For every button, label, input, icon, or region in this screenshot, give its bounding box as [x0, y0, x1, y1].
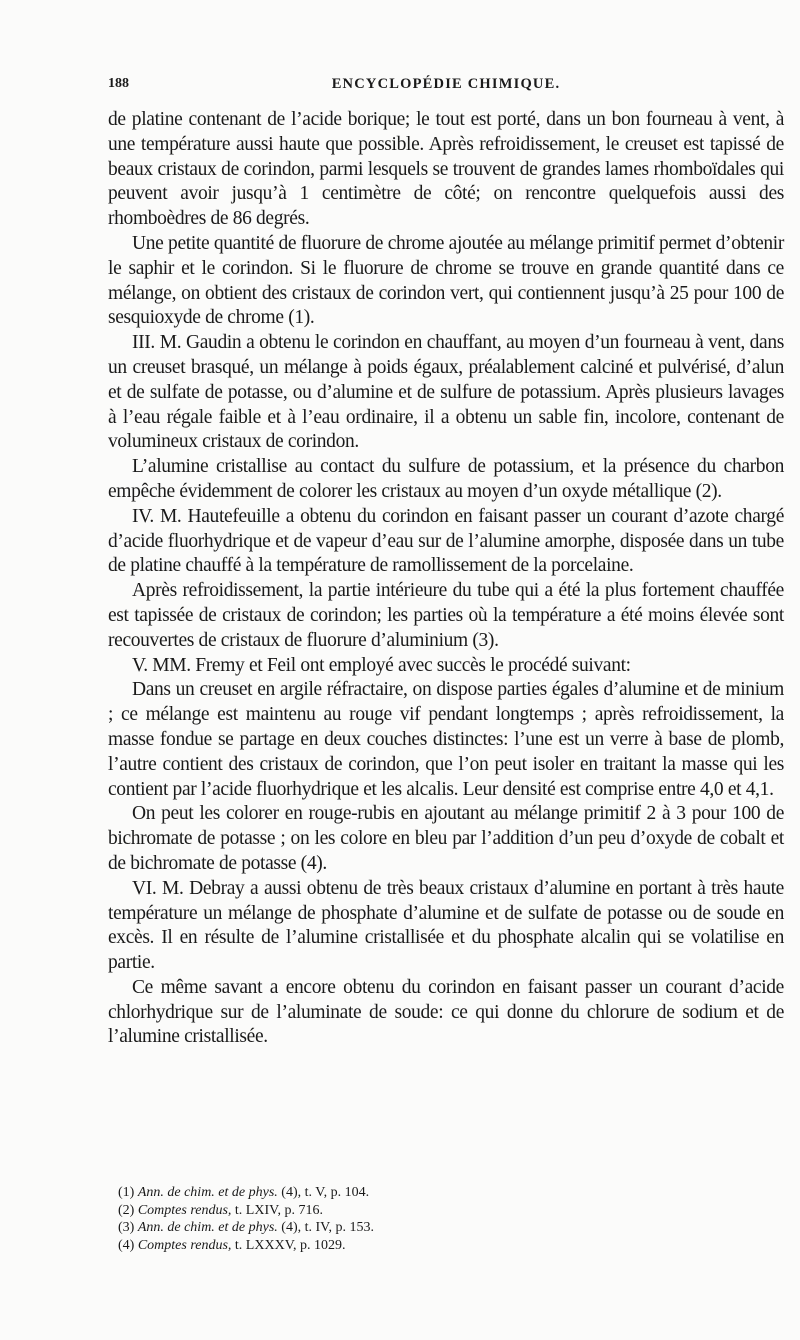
paragraph: de platine contenant de l’acide borique; le tout est porté, dans un bon fourneau à vent, à une température aussi haute que possible. Après refroidissement, le creuset est tapissé de beaux cristaux de corindon, parmi lesquels se trouvent de grandes lames rhomboïdales qui peuvent avoir jusqu’à 1 centimètre de côté; on rencontre quelquefois aussi des rhomboèdres de 86 degrés. — [108, 109, 784, 230]
paragraph: Après refroidissement, la partie intérieure du tube qui a été la plus fortement chauffée est tapissée de cristaux de corindon; les parties où la température a été moins élevée sont recouvertes de cristaux de fluorure d’aluminium (3). — [108, 580, 784, 651]
body-text — [108, 108, 784, 1050]
paragraph: VI. M. Debray a aussi obtenu de très beaux cristaux d’alumine en portant à très haute température un mélange de phosphate d’alumine et de sulfate de potasse ou de soude en excès. Il en résulte de l’alumine cristallisée et du phosphate alcalin qui se volatilise en partie. — [108, 877, 784, 974]
footnote-number: (4) — [118, 1237, 135, 1253]
footnote-source: Ann. de chim. et de phys. — [137, 1185, 278, 1200]
footnote-source: Comptes rendus, — [137, 1237, 232, 1253]
paragraph: On peut les colorer en rouge-rubis en ajoutant au mélange primitif 2 à 3 pour 100 de bichromate de potasse ; on les colore en bleu par l’addition d’un peu d’oxyde de cobalt et de bichromate de potasse (4). — [108, 803, 784, 874]
footnotes — [118, 1184, 718, 1254]
paragraph: IV. M. Hautefeuille a obtenu du corindon en faisant passer un courant d’azote chargé d’acide fluorhydrique et de vapeur d’eau sur de l’alumine amorphe, disposée dans un tube de platine chauffé à la température de ramollissement de la porcelaine. — [108, 505, 784, 577]
paragraph: L’alumine cristallise au contact du sulfure de potassium, et la présence du charbon empêche évidemment de colorer les cristaux au moyen d’un oxyde métallique (2). — [108, 456, 784, 502]
running-title: ENCYCLOPÉDIE CHIMIQUE. — [331, 76, 561, 92]
footnote — [118, 1219, 718, 1237]
footnote — [118, 1202, 718, 1220]
paragraph: Une petite quantité de fluorure de chrome ajoutée au mélange primitif permet d’obtenir le saphir et le corindon. Si le fluorure de chrome se trouve en grande quantité dans ce mélange, on obtient des cristaux de corindon vert, qui contiennent jusqu’à 25 pour 100 de sesquioxyde de chrome (1). — [108, 232, 784, 329]
footnote-reference: t. LXXXV, p. 1029. — [234, 1237, 346, 1253]
footnote-number: (1) — [118, 1185, 135, 1200]
paragraph: Dans un creuset en argile réfractaire, on dispose parties égales d’alumine et de minium ; ce mélange est maintenu au rouge vif pendant longtemps ; après refroidissement, la masse fondue se partage en deux couches distinctes: l’une est un verre à base de plomb, l’autre contient des cristaux de corindon, que l’on peut isoler en traitant la masse qui les contient par l’acide fluorhydrique et les alcalis. Leur densité est comprise entre 4,0 et 4,1. — [108, 679, 784, 800]
paragraph: Ce même savant a encore obtenu du corindon en faisant passer un courant d’acide chlorhydrique sur de l’aluminate de soude: ce qui donne du chlorure de sodium et de l’alumine cristallisée. — [108, 976, 784, 1048]
footnote — [118, 1184, 718, 1202]
footnote-number: (3) — [118, 1220, 135, 1236]
footnote-reference: (4), t. V, p. 104. — [281, 1185, 370, 1200]
paragraph: V. MM. Fremy et Feil ont employé avec succès le procédé suivant: — [132, 654, 631, 676]
footnote-reference: t. LXIV, p. 716. — [234, 1202, 323, 1218]
page-number: 188 — [108, 76, 129, 91]
footnote-reference: (4), t. IV, p. 153. — [281, 1220, 374, 1236]
footnote-number: (2) — [118, 1202, 135, 1218]
footnote — [118, 1237, 718, 1255]
footnote-source: Ann. de chim. et de phys. — [137, 1220, 278, 1236]
footnote-source: Comptes rendus, — [137, 1202, 232, 1218]
paragraph: III. M. Gaudin a obtenu le corindon en chauffant, au moyen d’un fourneau à vent, dans un creuset brasqué, un mélange à poids égaux, préalablement calciné et pulvérisé, d’alun et de sulfate de potasse, ou d’alumine et de sulfure de potassium. Après plusieurs lavages à l’eau régale faible et à l’eau ordinaire, il a obtenu un sable fin, incolore, contenant de volumineux cristaux de corindon. — [108, 332, 784, 453]
page-header — [108, 76, 784, 100]
